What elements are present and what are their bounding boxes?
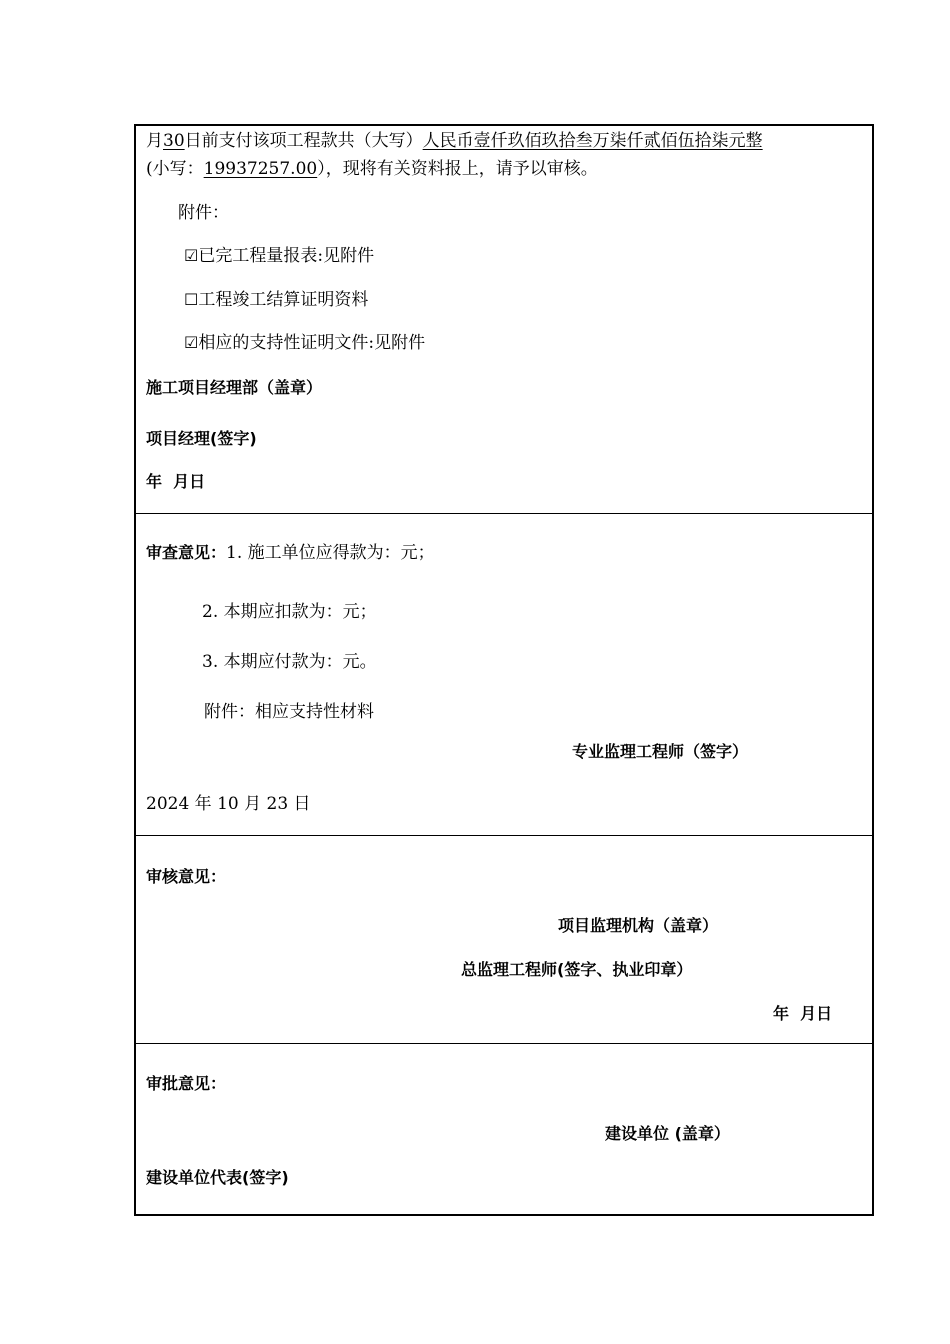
- attachment-label: 相应的支持性证明文件:见附件: [198, 333, 426, 353]
- payment-day: 30: [163, 131, 185, 151]
- section-divider: [136, 1043, 872, 1044]
- owner-representative-signature: 建设单位代表(签字): [146, 1168, 289, 1187]
- owner-seal: 建设单位 (盖章）: [605, 1124, 730, 1143]
- section1-date: 年 月日: [146, 472, 206, 491]
- sentence-end: ），现将有关资料报上，请予以审核。: [317, 159, 598, 179]
- review-attachment: 附件：相应支持性材料: [204, 702, 374, 722]
- payment-sentence-line2: [146, 158, 598, 180]
- review-item-2: 2. 本期应扣款为：元；: [202, 602, 377, 622]
- checkbox-checked-icon: ☑: [184, 333, 199, 352]
- attachment-label: 已完工程量报表:见附件: [198, 246, 375, 266]
- chief-engineer-signature: 总监理工程师(签字、执业印章）: [461, 960, 693, 979]
- review-opinion-line: [146, 542, 435, 564]
- review-opinion-label: 审查意见：: [146, 543, 227, 562]
- amount-in-words: 人民币壹仟玖佰玖拾叁万柒仟贰佰伍拾柒元整: [422, 131, 763, 151]
- checkbox-unchecked-icon: ☐: [184, 290, 199, 309]
- month-text: 月: [146, 131, 163, 151]
- review-item-3: 3. 本期应付款为：元。: [202, 652, 377, 672]
- review-item-1: 1. 施工单位应得款为：元；: [226, 543, 435, 563]
- supervising-engineer-signature: 专业监理工程师（签字）: [572, 742, 749, 761]
- audit-opinion-label: 审核意见：: [146, 867, 227, 886]
- payment-sentence-line1: [146, 130, 763, 152]
- sentence-middle: 日前支付该项工程款共（大写）: [184, 131, 423, 151]
- attachment-item: [184, 289, 368, 311]
- contractor-dept-seal: 施工项目经理部（盖章）: [146, 378, 323, 397]
- section2-date: 2024 年 10 月 23 日: [146, 794, 311, 814]
- section-divider: [136, 835, 872, 836]
- attachment-item: [184, 332, 425, 354]
- approval-opinion-label: 审批意见：: [146, 1074, 227, 1093]
- lowercase-label: (小写：: [146, 159, 204, 179]
- amount-in-numbers: 19937257.00: [203, 159, 318, 179]
- project-manager-signature: 项目经理(签字): [146, 429, 257, 448]
- supervision-org-seal: 项目监理机构（盖章）: [558, 916, 719, 935]
- attachments-label: 附件：: [178, 203, 229, 223]
- attachment-item: [184, 245, 374, 267]
- attachment-label: 工程竣工结算证明资料: [198, 290, 369, 310]
- section3-date: 年 月日: [773, 1004, 833, 1023]
- payment-application-table: [134, 124, 874, 1216]
- section-divider: [136, 513, 872, 514]
- checkbox-checked-icon: ☑: [184, 246, 199, 265]
